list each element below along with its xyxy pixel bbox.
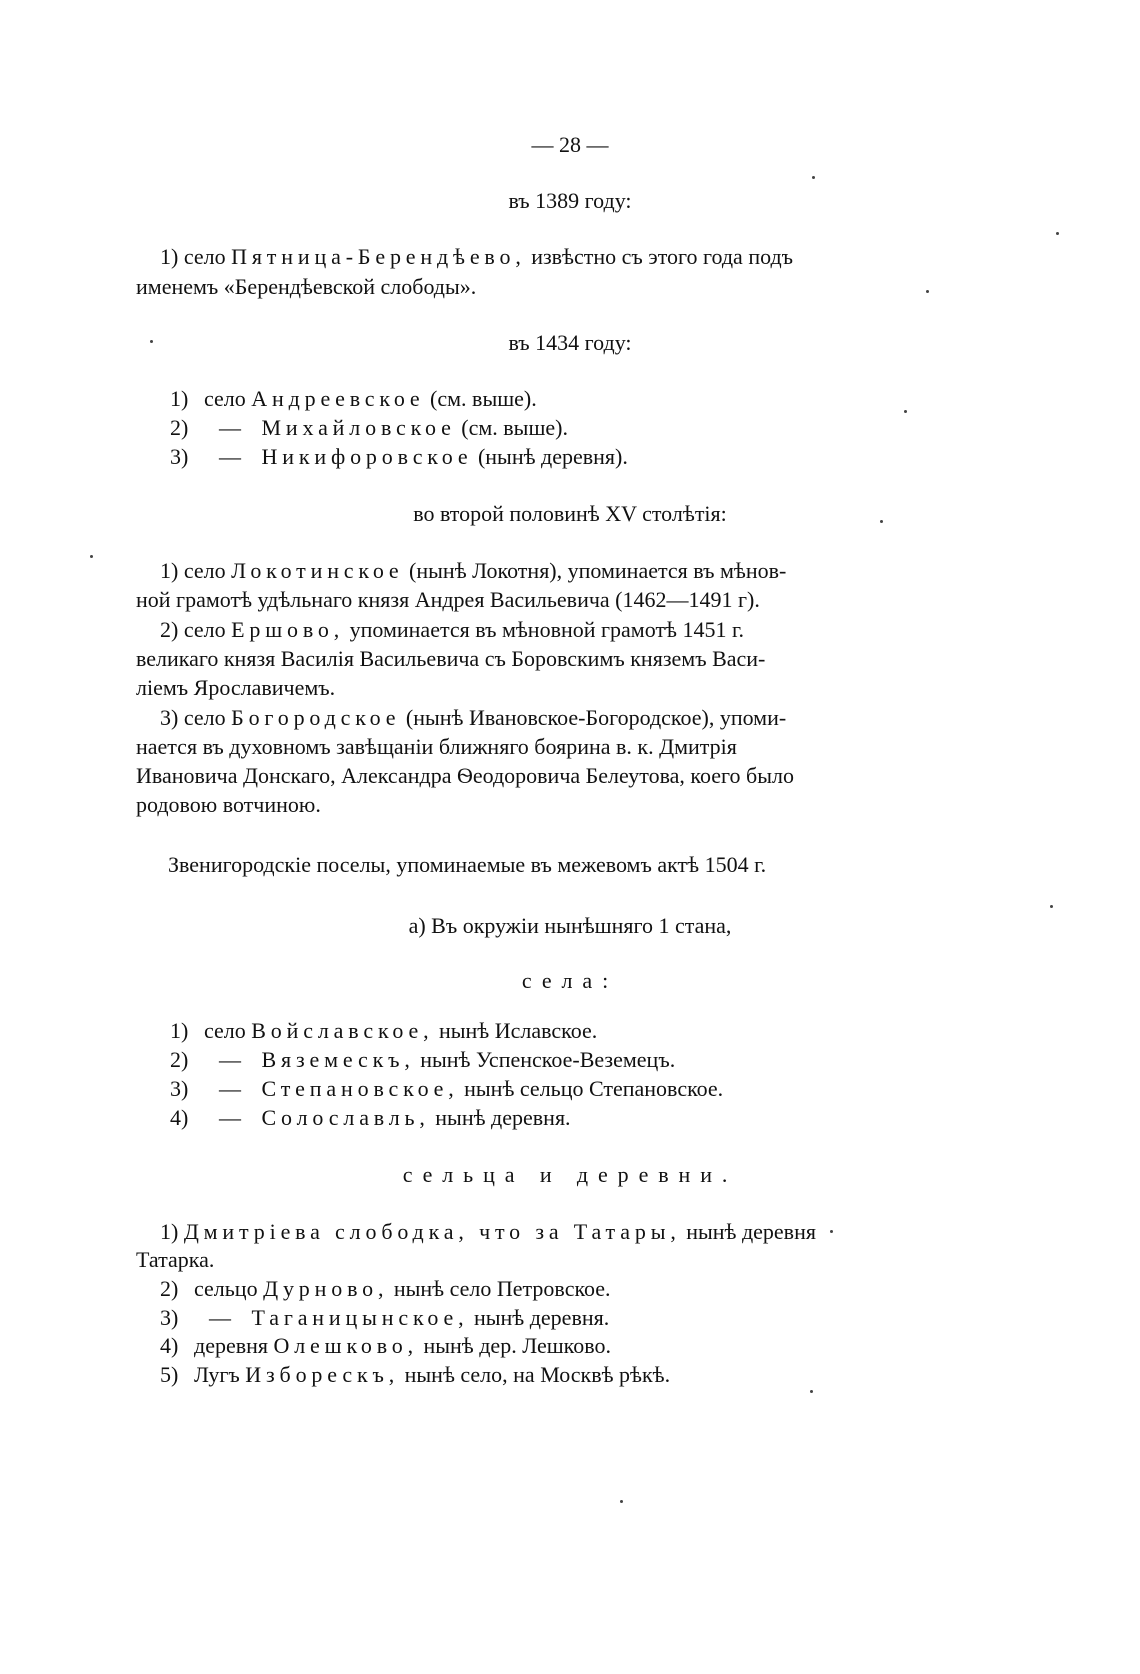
item-text: нынѣ село Петровское.	[393, 1276, 611, 1301]
paragraph-xv-2-line-1	[160, 615, 744, 645]
item-prefix: 3) село	[160, 705, 226, 730]
item-number: 3)	[170, 1076, 189, 1101]
item-number: 2)	[170, 1047, 189, 1072]
item-prefix: 1) село	[160, 244, 226, 269]
paragraph-xv-3-line-1	[160, 703, 786, 733]
place-name: Ершово,	[231, 617, 345, 642]
place-name: Михайловское	[261, 415, 456, 440]
item-text: извѣстно съ этого года подъ	[531, 244, 794, 269]
item-number: 3)	[160, 1305, 179, 1330]
section-heading-1434: въ 1434 году:	[508, 330, 632, 355]
item-prefix: 2) село	[160, 617, 226, 642]
scan-speck	[1056, 232, 1059, 235]
item-prefix: Лугъ	[194, 1362, 240, 1387]
place-name: Солославль,	[261, 1105, 430, 1130]
item-prefix: —	[219, 415, 241, 440]
paragraph-xv-3-line-3: Ивановича Донскаго, Александра Ѳеодоровича Белеутова, коего было	[136, 763, 794, 788]
item-text: (см. выше).	[461, 415, 568, 440]
scan-speck	[926, 290, 929, 293]
item-prefix: село	[204, 1018, 246, 1043]
list-item	[170, 1045, 675, 1075]
scan-speck	[812, 176, 815, 179]
item-prefix: сельцо	[194, 1276, 258, 1301]
list-item	[160, 1274, 611, 1304]
hamlet-1-line-2: Татарка.	[136, 1247, 215, 1272]
place-name: Степановское,	[261, 1076, 459, 1101]
list-item	[170, 1016, 597, 1046]
place-name: Таганицынское,	[251, 1305, 469, 1330]
hamlets-heading: сельца и деревни.	[402, 1162, 738, 1187]
scan-speck	[880, 520, 883, 523]
place-name: Никифоровское	[261, 444, 473, 469]
item-number: 4)	[160, 1333, 179, 1358]
item-text: (нынѣ Локотня), упоминается въ мѣнов-	[409, 558, 787, 583]
paragraph-1389-line-1	[160, 242, 793, 272]
scan-speck	[810, 1390, 813, 1393]
item-text: упоминается въ мѣновной грамотѣ 1451 г.	[349, 617, 745, 642]
paragraph-xv-3-line-4: родовою вотчиною.	[136, 792, 321, 817]
hamlet-1-line-1	[160, 1217, 816, 1247]
item-prefix: 1) село	[160, 558, 226, 583]
paragraph-xv-1-line-1	[160, 556, 786, 586]
page-number: — 28 —	[531, 132, 609, 157]
place-name: Андреевское	[251, 386, 425, 411]
section-heading-1389: въ 1389 году:	[508, 188, 632, 213]
place-name: Пятница-Берендѣево,	[231, 244, 526, 269]
item-number: 4)	[170, 1105, 189, 1130]
scan-speck	[90, 555, 93, 558]
item-prefix: —	[219, 1047, 241, 1072]
item-text: нынѣ Успенское-Веземецъ.	[420, 1047, 676, 1072]
place-name: Богородское	[231, 705, 401, 730]
list-item	[170, 442, 628, 472]
item-number: 2)	[160, 1276, 179, 1301]
item-text: нынѣ деревня.	[435, 1105, 571, 1130]
item-prefix: —	[219, 1076, 241, 1101]
item-text: нынѣ сельцо Степановское.	[464, 1076, 724, 1101]
item-number: 3)	[170, 444, 189, 469]
item-text: нынѣ деревня.	[473, 1305, 610, 1330]
item-text: нынѣ Иславское.	[438, 1018, 598, 1043]
paragraph-1389-line-2: именемъ «Берендѣевской слободы».	[136, 274, 477, 299]
scan-speck	[830, 1230, 833, 1233]
item-number: 2)	[170, 415, 189, 440]
list-item	[170, 1103, 571, 1133]
item-prefix: село	[204, 386, 246, 411]
item-text: (нынѣ деревня).	[477, 444, 628, 469]
place-name: Дурново,	[263, 1276, 389, 1301]
list-item	[170, 413, 568, 443]
item-text: (см. выше).	[430, 386, 537, 411]
item-text: (нынѣ Ивановское-Богородское), упоми-	[405, 705, 787, 730]
item-prefix: —	[209, 1305, 231, 1330]
item-text: нынѣ село, на Москвѣ рѣкѣ.	[404, 1362, 671, 1387]
item-prefix: —	[219, 1105, 241, 1130]
place-name: Олешково,	[273, 1333, 418, 1358]
item-text: нынѣ деревня	[686, 1219, 816, 1244]
item-text: нынѣ дер. Лешково.	[423, 1333, 611, 1358]
scan-speck	[1050, 905, 1053, 908]
paragraph-xv-3-line-2: нается въ духовномъ завѣщаніи ближняго боярина в. к. Дмитрія	[136, 734, 737, 759]
item-number: 1)	[170, 1018, 189, 1043]
place-name: Дмитріева слободка, что за Татары,	[183, 1219, 681, 1244]
item-number: 1)	[170, 386, 189, 411]
place-name: Локотинское	[231, 558, 404, 583]
paragraph-xv-1-line-2: ной грамотѣ удѣльнаго князя Андрея Васильевича (1462—1491 г).	[136, 587, 760, 612]
item-prefix: деревня	[194, 1333, 269, 1358]
scan-speck	[620, 1500, 623, 1503]
paragraph-xv-2-line-2: великаго князя Василія Васильевича съ Боровскимъ княземъ Васи-	[136, 646, 766, 671]
scan-speck	[904, 410, 907, 413]
list-item	[160, 1331, 611, 1361]
item-prefix: —	[219, 444, 241, 469]
scan-speck	[150, 340, 153, 343]
place-name: Изборескъ,	[245, 1362, 400, 1387]
section-heading-xv: во второй половинѣ XV столѣтія:	[413, 501, 727, 526]
villages-heading: села:	[521, 968, 619, 993]
item-number: 5)	[160, 1362, 179, 1387]
list-item	[160, 1303, 609, 1333]
section-heading-1504: Звенигородскіе поселы, упоминаемые въ межевомъ актѣ 1504 г.	[168, 852, 767, 877]
item-prefix: 1)	[160, 1219, 179, 1244]
place-name: Войславское,	[251, 1018, 434, 1043]
place-name: Вяземескъ,	[261, 1047, 415, 1072]
subsection-heading: а) Въ окружіи нынѣшняго 1 стана,	[408, 913, 732, 938]
paragraph-xv-2-line-3: ліемъ Ярославичемъ.	[136, 675, 336, 700]
list-item	[170, 384, 537, 414]
list-item	[160, 1360, 670, 1390]
list-item	[170, 1074, 723, 1104]
